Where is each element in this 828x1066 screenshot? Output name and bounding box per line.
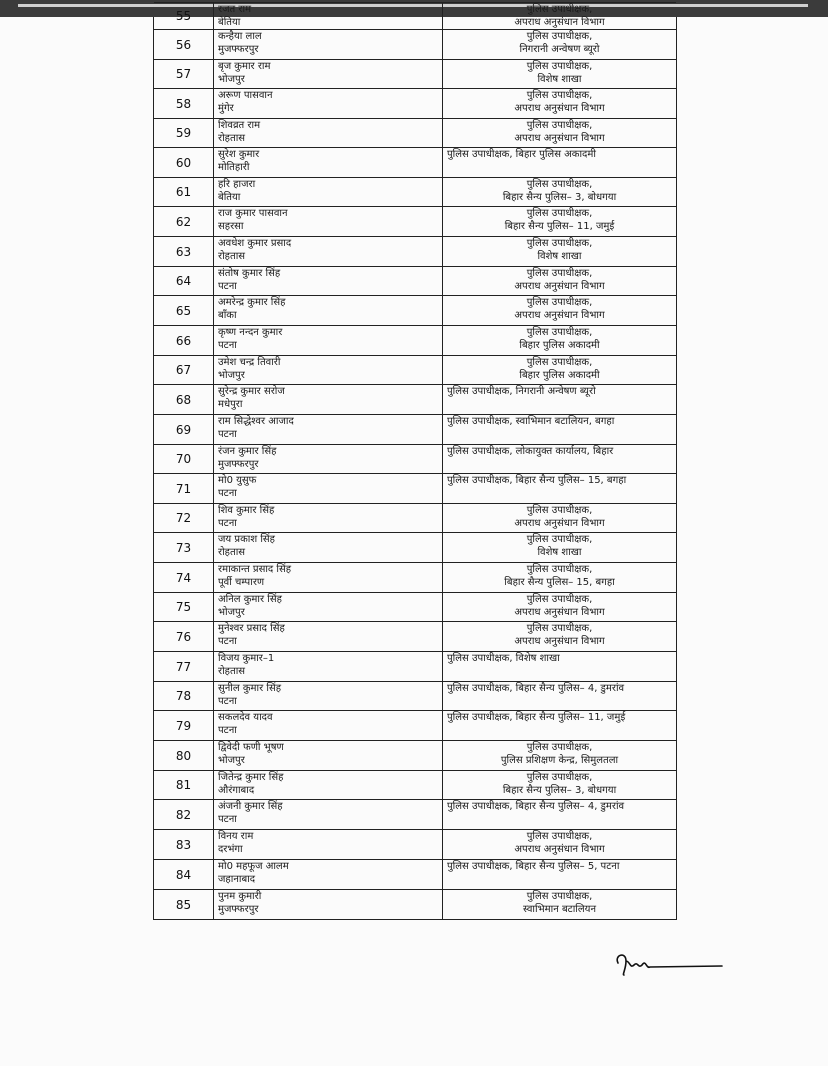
posting-line: पुलिस उपाधीक्षक, — [526, 268, 593, 279]
officer-name: हरि हाजरा — [218, 179, 256, 190]
officer-district: मुंगेर — [218, 103, 234, 114]
posting-line: पुलिस उपाधीक्षक, — [526, 742, 593, 753]
posting-cell — [443, 89, 676, 118]
officer-name: विनय राम — [218, 831, 254, 842]
posting-line: पुलिस उपाधीक्षक, — [526, 297, 593, 308]
posting-cell — [443, 385, 676, 414]
posting-line: पुलिस उपाधीक्षक, — [526, 772, 593, 783]
posting-line: पुलिस उपाधीक्षक, स्वाभिमान बटालियन, बगहा — [447, 416, 615, 427]
serial-number: 78 — [154, 682, 214, 710]
posting-line: निगरानी अन्वेषण ब्यूरो — [519, 44, 600, 55]
posting-line: पुलिस उपाधीक्षक, — [526, 179, 593, 190]
officer-district: जहानाबाद — [218, 874, 256, 885]
officer-district: पटना — [218, 696, 237, 707]
officer-name: विजय कुमार–1 — [218, 653, 275, 664]
serial-number: 76 — [154, 622, 214, 651]
officer-district: पटना — [218, 518, 237, 529]
officer-name: जितेन्द्र कुमार सिंह — [218, 772, 284, 783]
posting-line: पुलिस उपाधीक्षक, बिहार सैन्य पुलिस– 4, डुमरांव — [447, 801, 625, 812]
officer-cell — [214, 830, 443, 859]
serial-number: 62 — [154, 207, 214, 236]
serial-number: 77 — [154, 652, 214, 681]
table-row — [154, 860, 676, 890]
officer-cell — [214, 860, 443, 889]
posting-cell — [443, 682, 676, 710]
table-row — [154, 474, 676, 504]
posting-line: अपराध अनुसंधान विभाग — [514, 518, 605, 529]
officer-name: रंजन कुमार सिंह — [218, 446, 277, 457]
serial-number: 83 — [154, 830, 214, 859]
serial-number: 74 — [154, 563, 214, 592]
officer-name: रमाकान्त प्रसाद सिंह — [218, 564, 292, 575]
officer-cell — [214, 148, 443, 177]
table-row — [154, 356, 676, 385]
serial-number: 58 — [154, 89, 214, 118]
posting-line: पुलिस उपाधीक्षक, — [526, 564, 593, 575]
posting-line: पुलिस उपाधीक्षक, — [526, 357, 593, 368]
officer-name: पुनम कुमारी — [218, 891, 262, 902]
officer-name: अरूण पासवान — [218, 90, 273, 101]
officer-cell — [214, 356, 443, 384]
posting-line: पुलिस उपाधीक्षक, — [526, 505, 593, 516]
table-row — [154, 504, 676, 533]
posting-cell — [443, 800, 676, 829]
posting-cell — [443, 356, 676, 384]
document-page — [0, 4, 828, 1066]
posting-line: पुलिस उपाधीक्षक, — [526, 891, 593, 902]
serial-number: 75 — [154, 593, 214, 621]
table-row — [154, 267, 676, 296]
officer-name: उमेश चन्द्र तिवारी — [218, 357, 281, 368]
officer-name: अंजनी कुमार सिंह — [218, 801, 283, 812]
officer-name: अमरेन्द्र कुमार सिंह — [218, 297, 286, 308]
serial-number: 70 — [154, 445, 214, 473]
officer-district: पटना — [218, 429, 237, 440]
officer-name: अनिल कुमार सिंह — [218, 594, 282, 605]
table-row — [154, 385, 676, 415]
posting-cell — [443, 60, 676, 88]
table-row — [154, 593, 676, 622]
officer-district: मधेपुरा — [218, 399, 243, 410]
posting-cell — [443, 890, 676, 919]
posting-line: अपराध अनुसंधान विभाग — [514, 844, 605, 855]
posting-line: पुलिस उपाधीक्षक, — [526, 120, 593, 131]
posting-cell — [443, 296, 676, 325]
officer-cell — [214, 890, 443, 919]
posting-cell — [443, 563, 676, 592]
table-row — [154, 533, 676, 563]
posting-line: अपराध अनुसंधान विभाग — [514, 103, 605, 114]
serial-number: 82 — [154, 800, 214, 829]
officer-district: पटना — [218, 340, 237, 351]
posting-cell — [443, 741, 676, 770]
posting-cell — [443, 119, 676, 147]
officer-cell — [214, 800, 443, 829]
serial-number: 69 — [154, 415, 214, 444]
officer-cell — [214, 682, 443, 710]
posting-line: अपराध अनुसंधान विभाग — [514, 133, 605, 144]
posting-cell — [443, 415, 676, 444]
serial-number: 68 — [154, 385, 214, 414]
officer-cell — [214, 415, 443, 444]
posting-table — [153, 4, 677, 920]
table-row — [154, 2, 676, 30]
officer-name: द्विवेदी फणी भूषण — [218, 742, 284, 753]
officer-district: रोहतास — [218, 547, 246, 558]
officer-name: राम सिद्धेश्वर आजाद — [218, 416, 294, 427]
officer-cell — [214, 563, 443, 592]
serial-number: 81 — [154, 771, 214, 799]
officer-district: पटना — [218, 636, 237, 647]
officer-cell — [214, 771, 443, 799]
officer-name: रजत राम — [218, 4, 252, 15]
posting-line: पुलिस उपाधीक्षक, — [526, 90, 593, 101]
officer-cell — [214, 30, 443, 59]
posting-line: पुलिस उपाधीक्षक, बिहार सैन्य पुलिस– 15, बगहा — [447, 475, 627, 486]
posting-line: विशेष शाखा — [537, 74, 582, 85]
posting-line: अपराध अनुसंधान विभाग — [514, 281, 605, 292]
posting-cell — [443, 237, 676, 266]
officer-name: कृष्ण नन्दन कुमार — [218, 327, 283, 338]
officer-name: सुरेश कुमार — [218, 149, 260, 160]
posting-line: बिहार सैन्य पुलिस– 15, बगहा — [504, 577, 615, 588]
officer-district: भोजपुर — [218, 607, 245, 618]
officer-name: कन्हैया लाल — [218, 31, 262, 42]
serial-number: 72 — [154, 504, 214, 532]
officer-cell — [214, 622, 443, 651]
posting-line: विशेष शाखा — [537, 251, 582, 262]
posting-line: बिहार सैन्य पुलिस– 3, बोधगया — [502, 192, 617, 203]
posting-line: पुलिस उपाधीक्षक, विशेष शाखा — [447, 653, 560, 664]
table-row — [154, 296, 676, 326]
serial-number: 67 — [154, 356, 214, 384]
posting-line: बिहार पुलिस अकादमी — [519, 340, 600, 351]
posting-cell — [443, 860, 676, 889]
posting-cell — [443, 533, 676, 562]
posting-cell — [443, 474, 676, 503]
serial-number: 55 — [154, 3, 214, 29]
table-row — [154, 415, 676, 445]
posting-line: बिहार सैन्य पुलिस– 11, जमुई — [504, 221, 615, 232]
officer-cell — [214, 3, 443, 29]
posting-line: विशेष शाखा — [537, 547, 582, 558]
officer-district: मुजफ्फरपुर — [218, 44, 259, 55]
officer-cell — [214, 267, 443, 295]
officer-cell — [214, 237, 443, 266]
posting-line: पुलिस उपाधीक्षक, — [526, 61, 593, 72]
officer-cell — [214, 296, 443, 325]
officer-district: रोहतास — [218, 251, 246, 262]
table-row — [154, 741, 676, 771]
posting-cell — [443, 830, 676, 859]
posting-line: पुलिस उपाधीक्षक, — [526, 4, 593, 15]
officer-name: मो0 महफूज आलम — [218, 861, 289, 872]
posting-cell — [443, 178, 676, 206]
table-row — [154, 148, 676, 178]
table-row — [154, 800, 676, 830]
posting-line: पुलिस उपाधीक्षक, बिहार पुलिस अकादमी — [447, 149, 596, 160]
posting-line: पुलिस उपाधीक्षक, बिहार सैन्य पुलिस– 5, पटना — [447, 861, 620, 872]
serial-number: 73 — [154, 533, 214, 562]
officer-cell — [214, 178, 443, 206]
table-row — [154, 711, 676, 741]
officer-cell — [214, 711, 443, 740]
serial-number: 59 — [154, 119, 214, 147]
posting-cell — [443, 711, 676, 740]
officer-name: सकलदेव यादव — [218, 712, 273, 723]
posting-line: पुलिस उपाधीक्षक, — [526, 208, 593, 219]
officer-cell — [214, 652, 443, 681]
officer-name: राज कुमार पासवान — [218, 208, 288, 219]
posting-line: पुलिस उपाधीक्षक, — [526, 327, 593, 338]
table-row — [154, 207, 676, 237]
posting-line: पुलिस उपाधीक्षक, — [526, 623, 593, 634]
officer-name: अवधेश कुमार प्रसाद — [218, 238, 292, 249]
officer-name: जय प्रकाश सिंह — [218, 534, 275, 545]
table-row — [154, 89, 676, 119]
serial-number: 60 — [154, 148, 214, 177]
posting-line: पुलिस उपाधीक्षक, — [526, 238, 593, 249]
signature-icon — [612, 949, 724, 977]
posting-line: बिहार पुलिस अकादमी — [519, 370, 600, 381]
officer-district: पटना — [218, 814, 237, 825]
officer-cell — [214, 445, 443, 473]
posting-line: अपराध अनुसंधान विभाग — [514, 310, 605, 321]
posting-line: पुलिस उपाधीक्षक, निगरानी अन्वेषण ब्यूरो — [447, 386, 596, 397]
posting-line: पुलिस उपाधीक्षक, बिहार सैन्य पुलिस– 4, डुमरांव — [447, 683, 625, 694]
serial-number: 56 — [154, 30, 214, 59]
posting-line: पुलिस उपाधीक्षक, बिहार सैन्य पुलिस– 11, जमुई — [447, 712, 626, 723]
posting-line: पुलिस उपाधीक्षक, — [526, 534, 593, 545]
officer-name: मो0 युसुफ — [218, 475, 257, 486]
posting-line: पुलिस उपाधीक्षक, — [526, 31, 593, 42]
officer-name: सुनील कुमार सिंह — [218, 683, 282, 694]
posting-line: पुलिस उपाधीक्षक, — [526, 594, 593, 605]
posting-cell — [443, 622, 676, 651]
officer-district: भोजपुर — [218, 370, 245, 381]
officer-district: रोहतास — [218, 666, 246, 677]
posting-line: स्वाभिमान बटालियन — [522, 904, 597, 915]
officer-district: रोहतास — [218, 133, 246, 144]
table-row — [154, 237, 676, 267]
officer-name: शिवव्रत राम — [218, 120, 261, 131]
serial-number: 79 — [154, 711, 214, 740]
officer-district: भोजपुर — [218, 755, 245, 766]
officer-cell — [214, 593, 443, 621]
officer-cell — [214, 533, 443, 562]
posting-cell — [443, 445, 676, 473]
table-row — [154, 771, 676, 800]
table-row — [154, 563, 676, 593]
officer-district: सहरसा — [218, 221, 244, 232]
officer-name: मुनेश्वर प्रसाद सिंह — [218, 623, 285, 634]
officer-district: औरंगाबाद — [218, 785, 255, 796]
posting-cell — [443, 30, 676, 59]
posting-cell — [443, 3, 676, 29]
officer-cell — [214, 326, 443, 355]
serial-number: 64 — [154, 267, 214, 295]
table-row — [154, 326, 676, 356]
officer-name: शिव कुमार सिंह — [218, 505, 275, 516]
serial-number: 84 — [154, 860, 214, 889]
serial-number: 65 — [154, 296, 214, 325]
posting-line: पुलिस उपाधीक्षक, — [526, 831, 593, 842]
table-row — [154, 30, 676, 60]
posting-cell — [443, 652, 676, 681]
officer-district: पूर्वी चम्पारण — [218, 577, 265, 588]
officer-cell — [214, 60, 443, 88]
serial-number: 85 — [154, 890, 214, 919]
officer-district: मुजफ्फरपुर — [218, 459, 259, 470]
officer-cell — [214, 385, 443, 414]
posting-cell — [443, 326, 676, 355]
table-row — [154, 652, 676, 682]
serial-number: 80 — [154, 741, 214, 770]
officer-cell — [214, 207, 443, 236]
officer-district: बाँका — [218, 310, 237, 321]
officer-district: मोतिहारी — [218, 162, 250, 173]
table-row — [154, 830, 676, 860]
table-row — [154, 119, 676, 148]
officer-district: बेतिया — [218, 192, 241, 203]
officer-cell — [214, 504, 443, 532]
officer-cell — [214, 89, 443, 118]
posting-line: अपराध अनुसंधान विभाग — [514, 607, 605, 618]
posting-line: पुलिस प्रशिक्षण केन्द्र, सिमुलतला — [500, 755, 619, 766]
posting-cell — [443, 593, 676, 621]
serial-number: 66 — [154, 326, 214, 355]
officer-district: भोजपुर — [218, 74, 245, 85]
officer-name: संतोष कुमार सिंह — [218, 268, 281, 279]
posting-cell — [443, 207, 676, 236]
officer-name: सुरेन्द्र कुमार सरोज — [218, 386, 285, 397]
table-row — [154, 622, 676, 652]
table-row — [154, 890, 676, 920]
posting-cell — [443, 504, 676, 532]
posting-cell — [443, 771, 676, 799]
posting-cell — [443, 148, 676, 177]
serial-number: 61 — [154, 178, 214, 206]
posting-line: बिहार सैन्य पुलिस– 3, बोधगया — [502, 785, 617, 796]
officer-cell — [214, 119, 443, 147]
serial-number: 71 — [154, 474, 214, 503]
officer-cell — [214, 474, 443, 503]
posting-line: अपराध अनुसंधान विभाग — [514, 17, 605, 28]
officer-district: दरभंगा — [218, 844, 243, 855]
officer-cell — [214, 741, 443, 770]
posting-cell — [443, 267, 676, 295]
officer-district: बेतिया — [218, 17, 241, 28]
table-row — [154, 682, 676, 711]
officer-name: बृज कुमार राम — [218, 61, 271, 72]
officer-district: पटना — [218, 281, 237, 292]
serial-number: 63 — [154, 237, 214, 266]
officer-district: पटना — [218, 488, 237, 499]
table-row — [154, 178, 676, 207]
posting-line: पुलिस उपाधीक्षक, लोकायुक्त कार्यालय, बिहार — [447, 446, 614, 457]
posting-line: अपराध अनुसंधान विभाग — [514, 636, 605, 647]
officer-district: मुजफ्फरपुर — [218, 904, 259, 915]
officer-district: पटना — [218, 725, 237, 736]
serial-number: 57 — [154, 60, 214, 88]
table-row — [154, 445, 676, 474]
table-row — [154, 60, 676, 89]
